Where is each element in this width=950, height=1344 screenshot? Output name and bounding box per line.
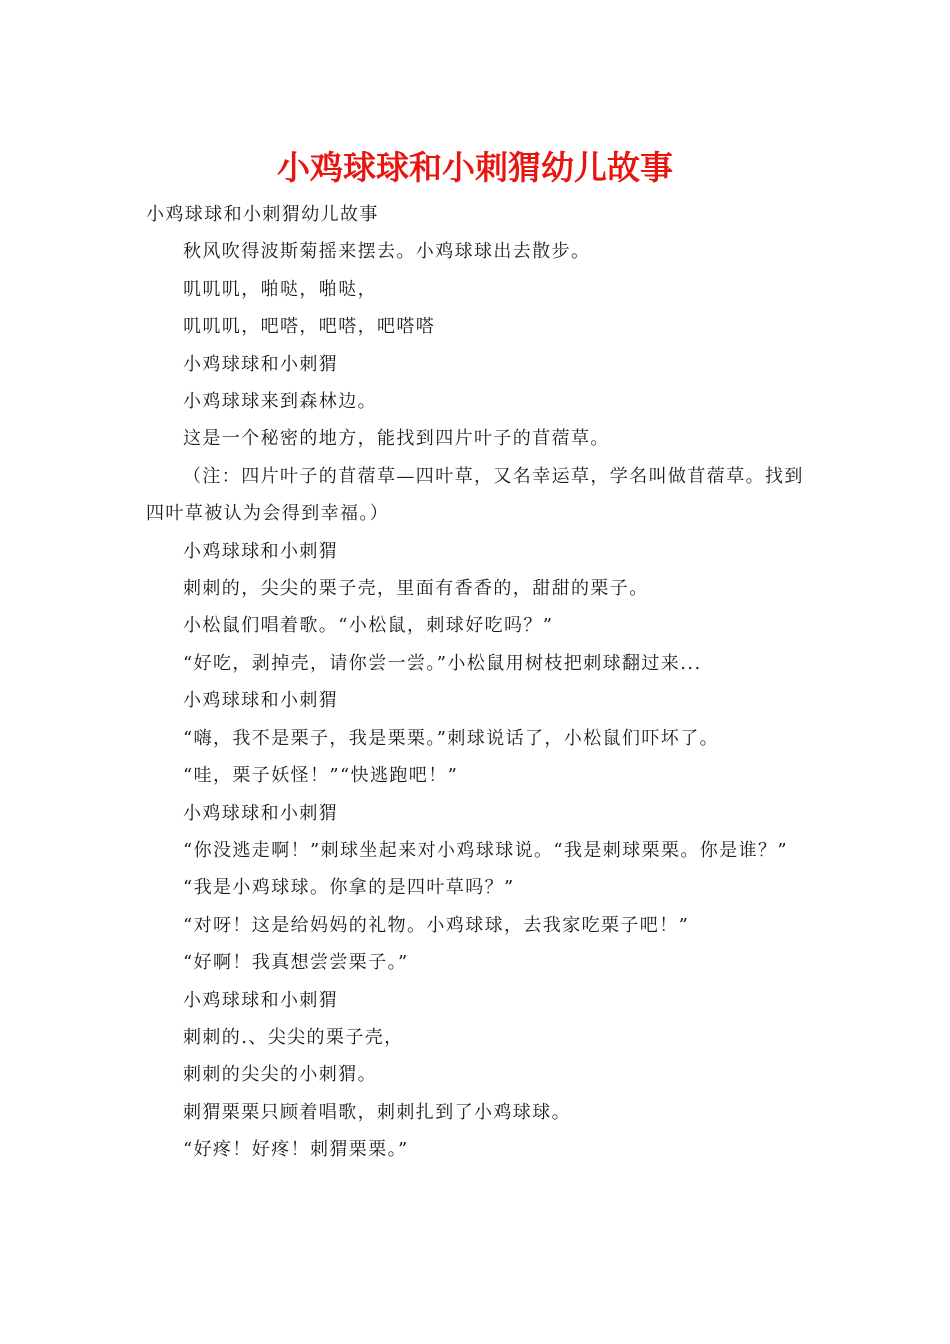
paragraph: 这是一个秘密的地方，能找到四片叶子的苜蓿草。: [183, 428, 610, 450]
paragraph: 秋风吹得波斯菊摇来摆去。小鸡球球出去散步。: [183, 241, 591, 263]
paragraph: 小鸡球球和小刺猬: [183, 989, 339, 1011]
paragraph: 刺刺的.、尖尖的栗子壳，: [183, 1026, 404, 1048]
paragraph: “好吃，剥掉壳，请你尝一尝。”小松鼠用树枝把刺球翻过来...: [183, 652, 702, 674]
paragraph: “哇，栗子妖怪！”“快逃跑吧！”: [183, 765, 459, 787]
paragraph: 刺猬栗栗只顾着唱歌，刺刺扎到了小鸡球球。: [183, 1101, 571, 1123]
paragraph: 小鸡球球和小刺猬: [183, 540, 339, 562]
paragraph: “好疼！好疼！刺猬栗栗。”: [183, 1139, 409, 1161]
paragraph: 小鸡球球和小刺猬: [183, 802, 339, 824]
paragraph: 刺刺的尖尖的小刺猬。: [183, 1064, 377, 1086]
document-title: 小鸡球球和小刺猬幼儿故事: [277, 148, 673, 187]
paragraph: 小鸡球球和小刺猬: [183, 353, 339, 375]
paragraph-note: （注：四片叶子的苜蓿草—四叶草，又名幸运草，学名叫做苜蓿草。找到四叶草被认为会得到幸福。）: [146, 465, 804, 525]
paragraph: “我是小鸡球球。你拿的是四叶草吗？”: [183, 877, 515, 899]
paragraph: 小鸡球球和小刺猬: [183, 690, 339, 712]
document-body: [146, 196, 806, 1169]
paragraph: 小鸡球球和小刺猬幼儿故事: [146, 204, 379, 225]
paragraph: 刺刺的，尖尖的栗子壳，里面有香香的，甜甜的栗子。: [183, 578, 649, 600]
paragraph: 叽叽叽，吧嗒，吧嗒，吧嗒嗒: [183, 316, 436, 338]
paragraph: “对呀！这是给妈妈的礼物。小鸡球球，去我家吃栗子吧！”: [183, 914, 690, 936]
paragraph: “好啊！我真想尝尝栗子。”: [183, 952, 409, 974]
paragraph: “嗨，我不是栗子，我是栗栗。”刺球说话了，小松鼠们吓坏了。: [183, 727, 720, 749]
paragraph: 小松鼠们唱着歌。“小松鼠，刺球好吃吗？”: [183, 615, 554, 637]
paragraph: “你没逃走啊！”刺球坐起来对小鸡球球说。“我是刺球栗栗。你是谁？”: [183, 839, 789, 861]
paragraph: 小鸡球球来到森林边。: [183, 391, 377, 413]
paragraph: 叽叽叽，啪哒，啪哒，: [183, 278, 377, 300]
